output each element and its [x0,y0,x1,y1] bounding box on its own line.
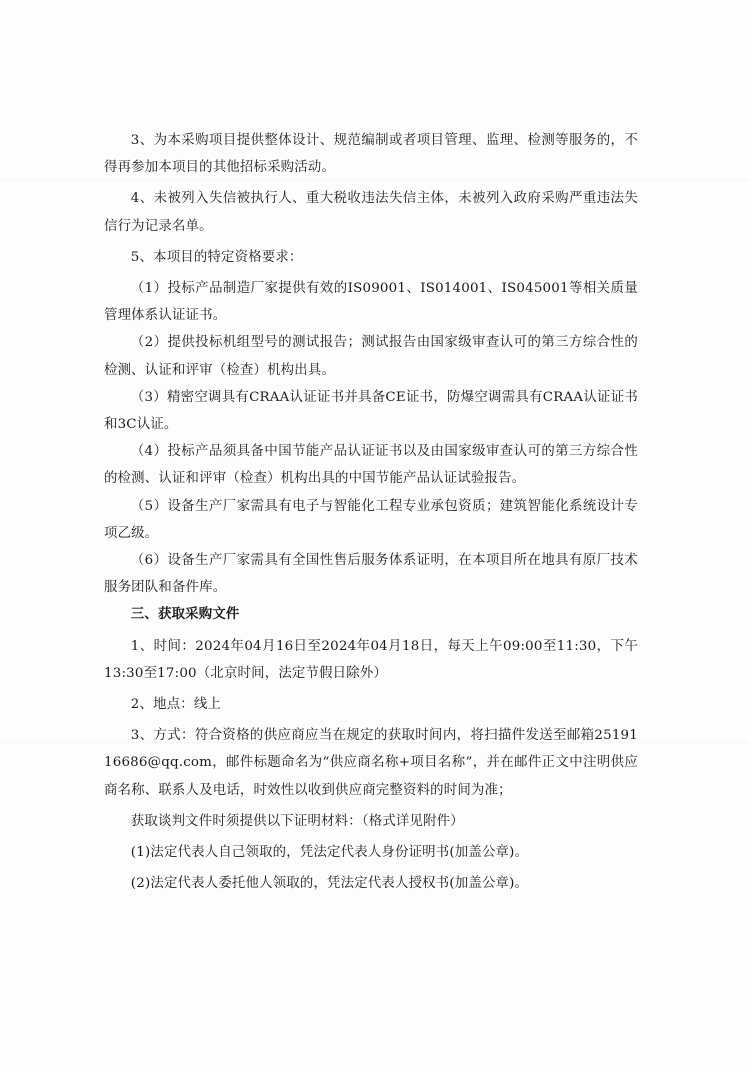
qualification-item-1: （1）投标产品制造厂家提供有效的IS09001、IS014001、IS045001等相关质量管理体系认证证书。 [104,281,638,324]
qualification-item-5: （5）设备生产厂家需具有电子与智能化工程专业承包资质；建筑智能化系统设计专项乙级。 [104,498,638,541]
paragraph-item-5: 5、本项目的特定资格要求： [130,249,303,265]
qualification-list [104,275,638,601]
required-material-2: (2)法定代表人委托他人领取的，凭法定代表人授权书(加盖公章)。 [130,876,529,892]
qualification-item-4: （4）投标产品须具备中国节能产品认证证书以及由国家级审查认可的第三方综合性的检测、认证和评审（检查）机构出具的中国节能产品认证试验报告。 [104,444,638,487]
procurement-time: 1、时间：2024年04月16日至2024年04月18日，每天上午09:00至11:30，下午13:30至17:00（北京时间，法定节假日除外） [104,638,638,681]
section-heading: 三、获取采购文件 [130,607,240,623]
paragraph-item-3: 3、为本采购项目提供整体设计、规范编制或者项目管理、监理、检测等服务的，不得再参加本项目的其他招标采购活动。 [104,133,638,176]
procurement-location: 2、地点：线上 [130,697,222,713]
required-material-1: (1)法定代表人自己领取的，凭法定代表人身份证明书(加盖公章)。 [130,845,529,861]
qualification-item-3: （3）精密空调具有CRAA认证证书并具备CE证书，防爆空调需具有CRAA认证证书和3C认证。 [104,389,638,433]
qualification-item-6: （6）设备生产厂家需具有全国性售后服务体系证明，在本项目所在地具有原厂技术服务团队和备件库。 [104,553,638,596]
procurement-method: 3、方式：符合资格的供应商应当在规定的获取时间内，将扫描件发送至邮箱2519116686@qq.com，邮件标题命名为“供应商名称+项目名称”，并在邮件正文中注明供应商名称、联系人及电话，时效性以收到供应商完整资料的时间为准； [104,728,638,798]
required-materials-intro: 获取谈判文件时须提供以下证明材料：（格式详见附件） [130,813,464,829]
paragraph-item-4: 4、未被列入失信被执行人、重大税收违法失信主体，未被列入政府采购严重违法失信行为记录名单。 [104,191,638,234]
document-body [104,127,638,901]
qualification-item-2: （2）提供投标机组型号的测试报告；测试报告由国家级审查认可的第三方综合性的检测、认证和评审（检查）机构出具。 [104,335,638,378]
